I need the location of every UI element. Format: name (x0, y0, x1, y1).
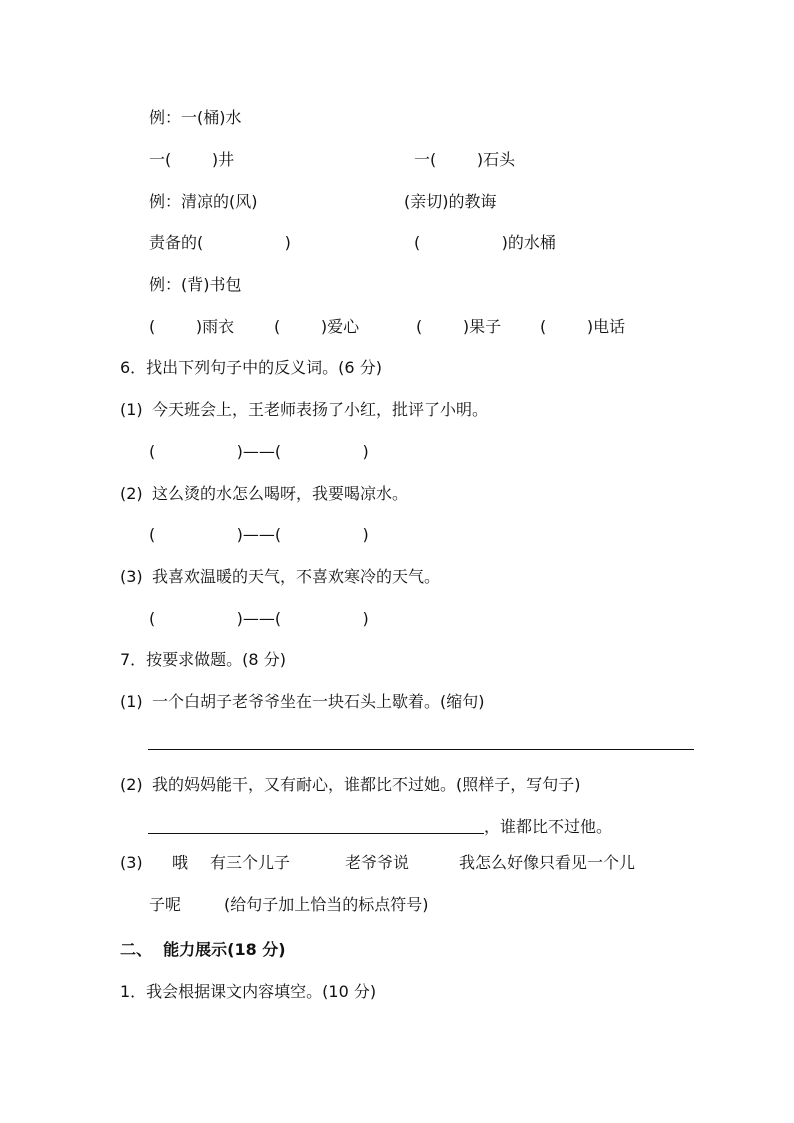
question-7-item-3-part-3: 老爷爷说 (345, 853, 410, 872)
question-7-item-3-part-4: 我怎么好像只看见一个儿 (459, 853, 636, 872)
fill-blank-shitou: 一( )石头 (414, 150, 516, 169)
question-7-item-2-text: 我的妈妈能干，又有耐心，谁都比不过她。(照样子，写句子) (152, 775, 581, 794)
fill-blank-guozi: ( )果子 (416, 317, 502, 336)
question-6-item-2-num: (2) (120, 484, 143, 503)
question-6-item-3-blank: ( )——( ) (149, 609, 369, 628)
question-7-item-3-part-1: 哦 (172, 853, 189, 872)
example-3: 例：(背)书包 (149, 275, 242, 294)
question-6-item-2-blank: ( )——( ) (149, 525, 369, 544)
fill-blank-shuitong: ( )的水桶 (414, 233, 556, 252)
question-7-item-3-part-5: 子呢 (149, 895, 182, 914)
example-1: 例：一(桶)水 (149, 108, 242, 127)
answer-line-7-1 (148, 749, 694, 750)
fill-blank-dianhua: ( )电话 (540, 317, 626, 336)
question-6-item-2-text: 这么烫的水怎么喝呀，我要喝凉水。 (152, 484, 409, 503)
question-7-title: 7．按要求做题。(8 分) (120, 650, 286, 669)
question-7-item-3-part-2: 有三个儿子 (210, 853, 291, 872)
fill-blank-aixin: ( )爱心 (274, 317, 360, 336)
question-7-item-2-num: (2) (120, 775, 143, 794)
part-2-question-1: 1．我会根据课文内容填空。(10 分) (120, 982, 377, 1001)
question-6-title: 6．找出下列句子中的反义词。(6 分) (120, 358, 382, 377)
example-2b: (亲切)的教诲 (404, 192, 497, 211)
question-7-item-1-text: 一个白胡子老爷爷坐在一块石头上歇着。(缩句) (152, 692, 485, 711)
question-6-item-3-text: 我喜欢温暖的天气，不喜欢寒冷的天气。 (152, 567, 441, 586)
question-6-item-3-num: (3) (120, 567, 143, 586)
fill-blank-zebei: 责备的( ) (149, 233, 291, 252)
answer-line-7-2 (148, 833, 484, 834)
question-6-item-1-blank: ( )——( ) (149, 442, 369, 461)
question-6-item-1-text: 今天班会上，王老师表扬了小红，批评了小明。 (152, 400, 489, 419)
fill-blank-jing: 一( )井 (149, 150, 235, 169)
question-7-item-3-instruction: (给句子加上恰当的标点符号) (224, 895, 429, 914)
question-6-item-1-num: (1) (120, 400, 143, 419)
fill-blank-yuyi: ( )雨衣 (149, 317, 235, 336)
question-7-item-1-num: (1) (120, 692, 143, 711)
example-2a: 例：清凉的(风) (149, 192, 258, 211)
part-2-heading: 二、 能力展示(18 分) (120, 940, 286, 959)
question-7-item-3-num: (3) (120, 853, 143, 872)
question-7-item-2-suffix: ，谁都比不过他。 (484, 817, 613, 836)
